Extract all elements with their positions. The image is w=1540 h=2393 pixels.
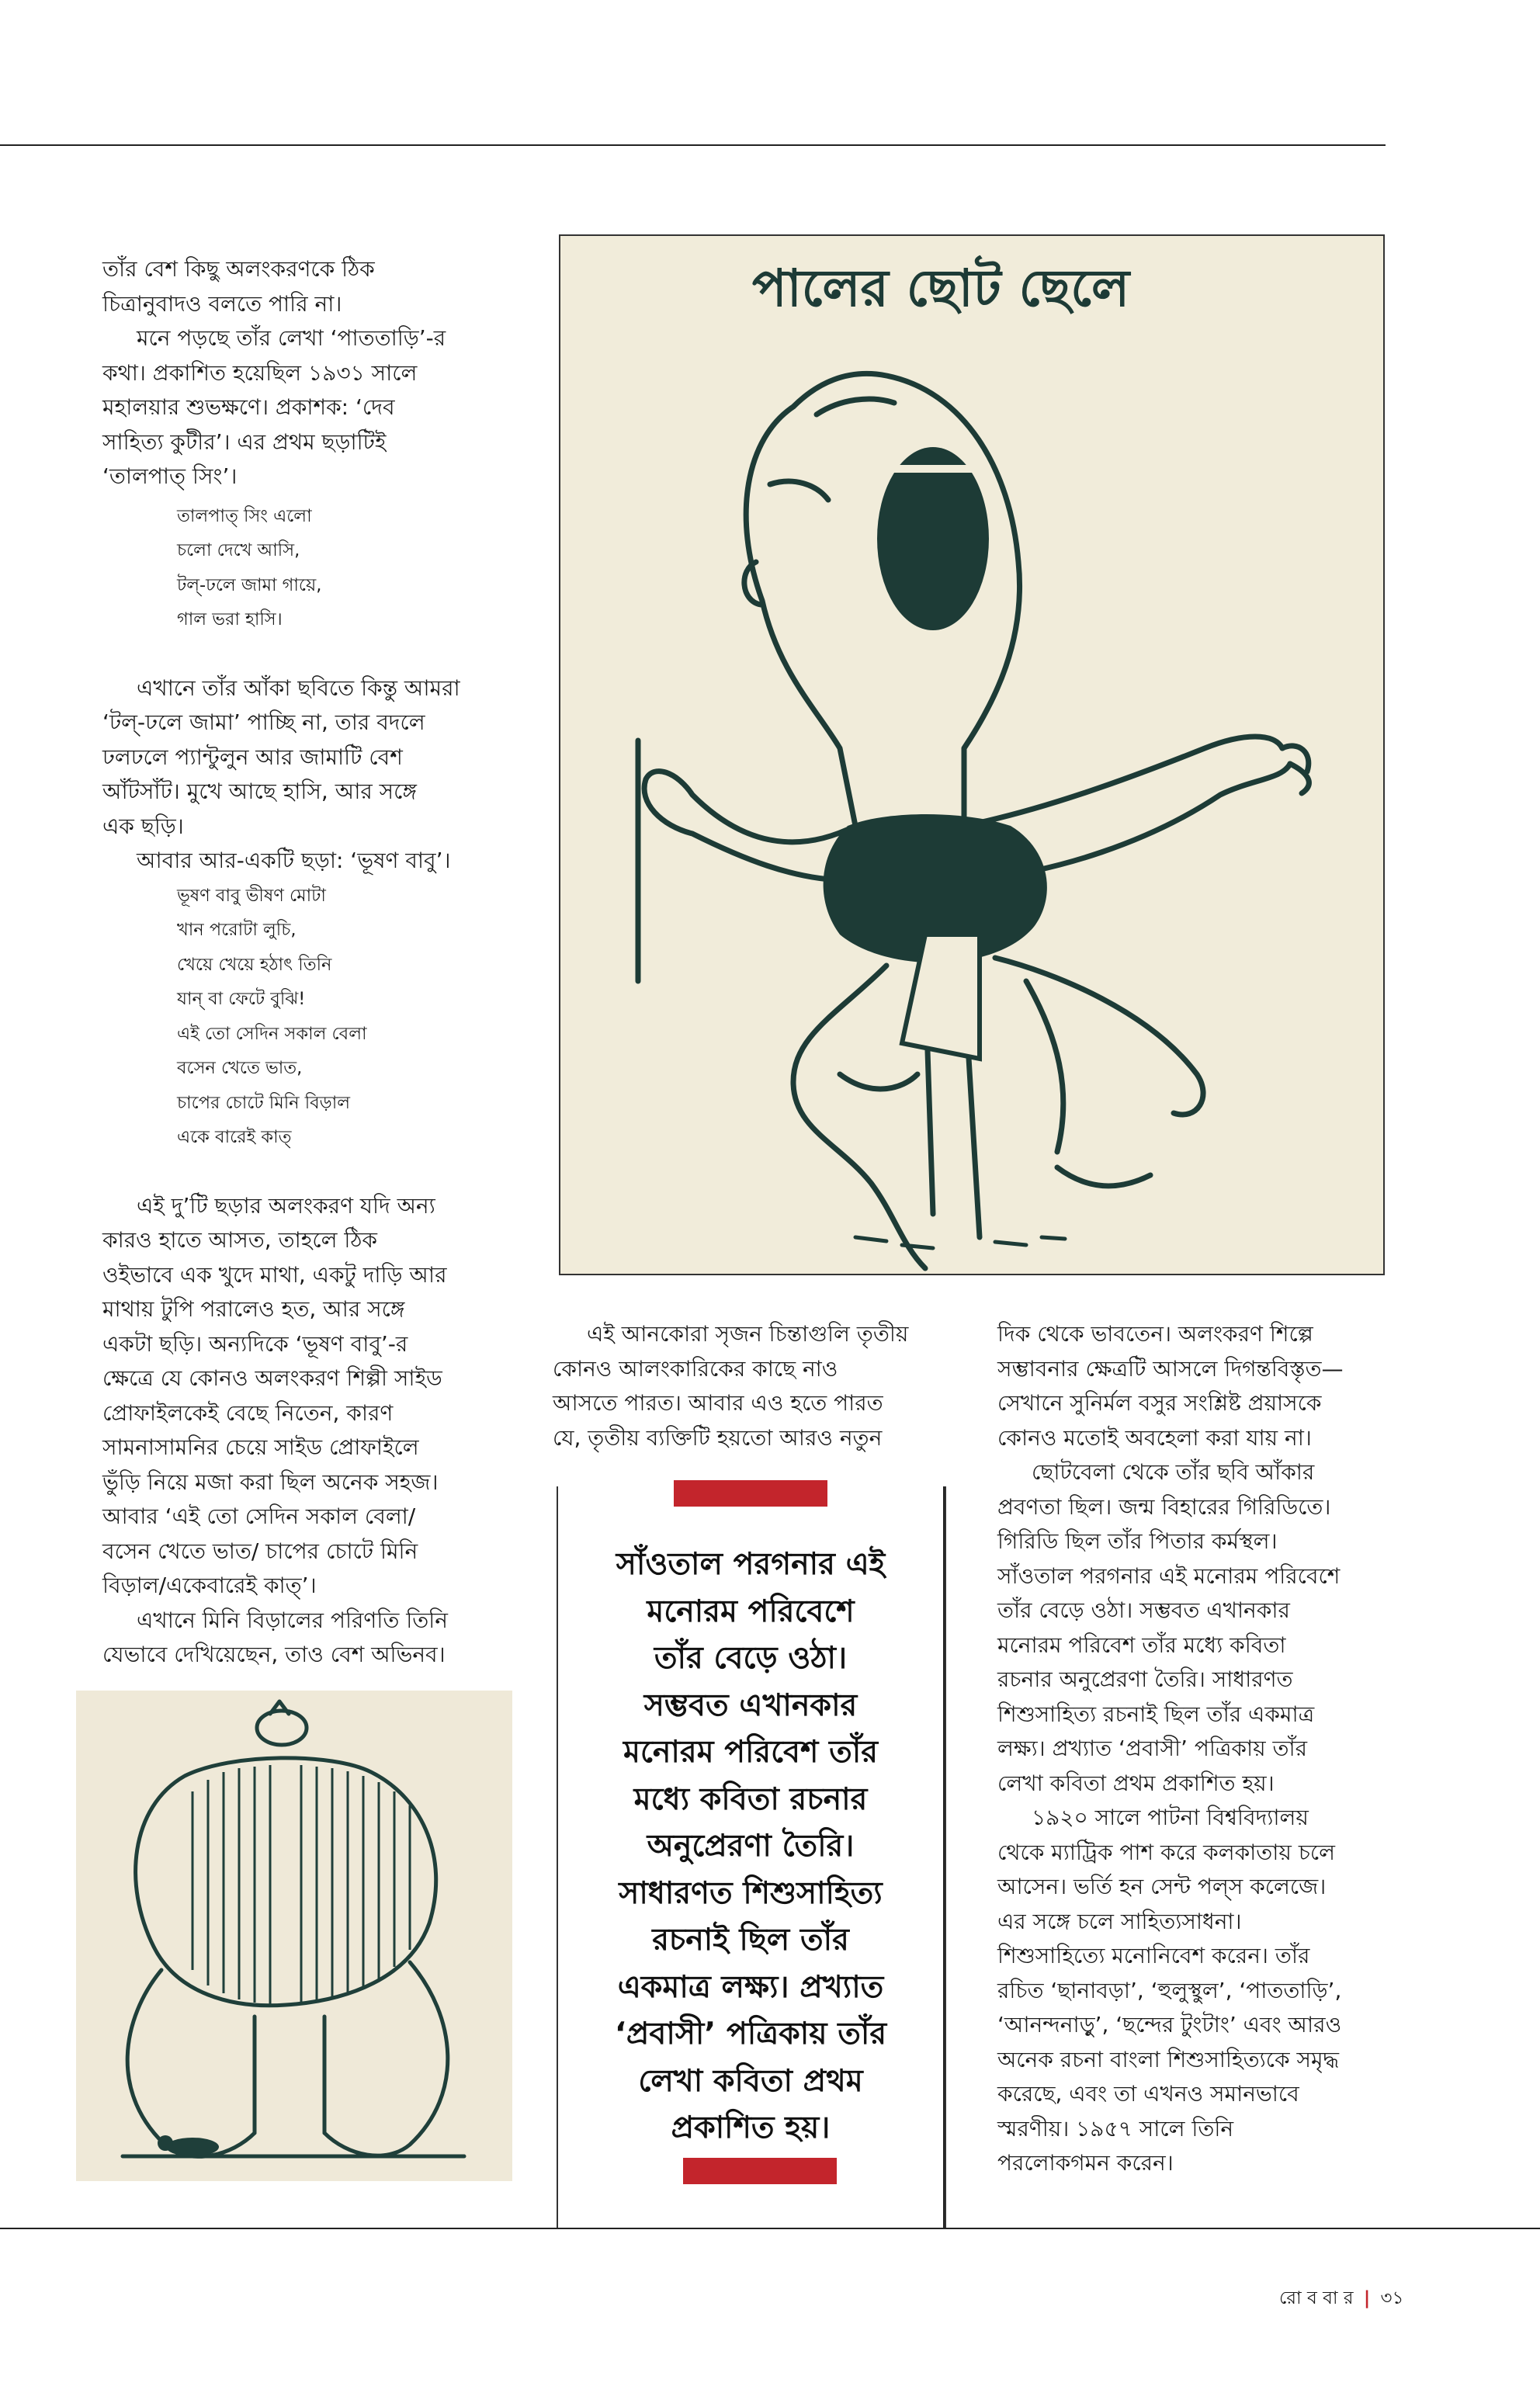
- text-line: গিরিডি ছিল তাঁর পিতার কর্মস্থল।: [997, 1528, 1278, 1554]
- text-line: ক্ষেত্রে যে কোনও অলংকরণ শিল্পী সাইড: [102, 1365, 442, 1391]
- text-line: সাঁওতাল পরগনার এই মনোরম পরিবেশে: [997, 1562, 1341, 1589]
- text-line: কারও হাতে আসত, তাহলে ঠিক: [102, 1227, 377, 1253]
- text-line: প্রবণতা ছিল। জন্ম বিহারের গিরিডিতে।: [997, 1493, 1331, 1520]
- text-line: ‘তালপাত্ সিং’।: [102, 463, 238, 489]
- text-line: ‘আনন্দনাড়ু’, ‘ছন্দের টুংটাং’ এবং আরও: [997, 2012, 1342, 2038]
- text-line: সম্ভাবনার ক্ষেত্রটি আসলে দিগন্তবিস্তৃত—: [997, 1355, 1344, 1382]
- verse-bhushan-babu: [177, 879, 514, 1155]
- quote-line: মনোরম পরিবেশ তাঁর: [623, 1734, 878, 1770]
- verse-line: গাল ভরা হাসি।: [177, 609, 283, 629]
- quote-line: প্রকাশিত হয়।: [671, 2110, 831, 2145]
- page-footer: [1279, 2284, 1403, 2314]
- text-line: তাঁর বেড়ে ওঠা। সম্ভবত এখানকার: [997, 1597, 1290, 1623]
- cat-icon: [158, 2135, 219, 2156]
- text-line: দিক থেকে ভাবতেন। অলংকরণ শিল্পে: [997, 1321, 1313, 1347]
- quote-line: সাঁওতাল পরগনার এই: [616, 1546, 886, 1582]
- paragraph-pattatari: [102, 321, 514, 494]
- mouth-icon: [877, 447, 989, 630]
- intro-paragraph: [102, 252, 514, 321]
- text-line: এখানে তাঁর আঁকা ছবিতে কিন্তু আমরা: [137, 675, 460, 701]
- footer-separator: |: [1363, 2288, 1371, 2308]
- right-column: [997, 1317, 1386, 2181]
- text-line: কোনও মতোই অবহেলা করা যায় না।: [997, 1424, 1312, 1451]
- text-line: শিশুসাহিত্য রচনাই ছিল তাঁর একমাত্র: [997, 1701, 1315, 1727]
- text-line: চিত্রানুবাদও বলতে পারি না।: [102, 290, 342, 317]
- paragraph-cat: [102, 1604, 514, 1673]
- text-line: আসতে পারত। আবার এও হতে পারত: [553, 1390, 883, 1416]
- text-line: কথা। প্রকাশিত হয়েছিল ১৯৩১ সালে: [102, 359, 418, 386]
- quote-line: মনোরম পরিবেশে: [647, 1593, 855, 1629]
- text-line: ঢলঢলে প্যান্টুলুন আর জামাটি বেশ: [102, 744, 403, 770]
- verse-line: এই তো সেদিন সকাল বেলা: [177, 1023, 367, 1044]
- quote-line: লেখা কবিতা প্রথম: [638, 2062, 863, 2099]
- middle-column: [553, 1317, 956, 1455]
- text-line: থেকে ম্যাট্রিক পাশ করে কলকাতায় চলে: [997, 1839, 1336, 1865]
- text-line: ‘টল্-ঢলে জামা’ পাচ্ছি না, তার বদলে: [102, 709, 425, 735]
- text-line: আবার ‘এই তো সেদিন সকাল বেলা/: [102, 1503, 416, 1529]
- quote-line: অনুপ্রেরণা তৈরি।: [647, 1828, 855, 1864]
- text-line: বিড়াল/একেবারেই কাত্’।: [102, 1573, 317, 1598]
- verse-line: বসেন খেতে ভাত,: [177, 1058, 303, 1078]
- paragraph-bhushan-intro: [102, 844, 514, 879]
- quote-line: সাধারণত শিশুসাহিত্য: [619, 1875, 883, 1911]
- pull-quote-top-bar: [674, 1480, 827, 1507]
- text-line: এক ছড়ি।: [102, 813, 184, 839]
- verse-line: খান পরোটা লুচি,: [177, 920, 297, 940]
- text-line: সাহিত্য কুটীর’। এর প্রথম ছড়াটিই: [102, 428, 387, 455]
- text-line: সেখানে সুনির্মল বসুর সংশ্লিষ্ট প্রয়াসকে: [997, 1390, 1322, 1416]
- illustration-pal-chhoto-chhele: [559, 234, 1385, 1275]
- text-line: ভুঁড়ি নিয়ে মজা করা ছিল অনেক সহজ।: [102, 1469, 439, 1495]
- right-column-divider: [943, 1486, 945, 2228]
- text-line: মনোরম পরিবেশ তাঁর মধ্যে কবিতা: [997, 1632, 1286, 1658]
- text-line: তাঁর বেশ কিছু অলংকরণকে ঠিক: [102, 256, 375, 282]
- text-line: করেছে, এবং তা এখনও সমানভাবে: [997, 2081, 1299, 2107]
- quote-line: মধ্যে কবিতা রচনার: [633, 1781, 868, 1817]
- text-line: মাথায় টুপি পরালেও হত, আর সঙ্গে: [102, 1296, 405, 1322]
- page-number: ৩১: [1380, 2288, 1404, 2308]
- verse-line: চাপের চোটে মিনি বিড়াল: [177, 1092, 351, 1113]
- text-line: যে, তৃতীয় ব্যক্তিটি হয়তো আরও নতুন: [553, 1424, 883, 1451]
- text-line: মনে পড়ছে তাঁর লেখা ‘পাততাড়ি’-র: [137, 325, 446, 351]
- pull-quote: [564, 1541, 937, 2152]
- paragraph-education: [997, 1801, 1386, 2181]
- text-line: যেভাবে দেখিয়েছেন, তাও বেশ অভিনব।: [102, 1642, 446, 1667]
- text-line: এই আনকোরা সৃজন চিন্তাগুলি তৃতীয়: [587, 1321, 909, 1347]
- text-line: ওইভাবে এক খুদে মাথা, একটু দাড়ি আর: [102, 1261, 447, 1288]
- magazine-name: রো ব বা র: [1279, 2288, 1354, 2308]
- illustration-caption: পালের ছোট ছেলে: [751, 258, 1130, 318]
- text-line: লেখা কবিতা প্রথম প্রকাশিত হয়।: [997, 1770, 1275, 1796]
- paragraph-childhood: [997, 1455, 1386, 1801]
- text-line: আসেন। ভর্তি হন সেন্ট পল্স কলেজে।: [997, 1874, 1327, 1899]
- text-line: ১৯২০ সালে পাটনা বিশ্ববিদ্যালয়: [1032, 1805, 1309, 1830]
- text-line: কোনও আলংকারিকের কাছে নাও: [553, 1355, 838, 1382]
- top-rule: [0, 144, 1386, 146]
- text-line: ছোটবেলা থেকে তাঁর ছবি আঁকার: [1032, 1459, 1315, 1485]
- verse-line: টল্-ঢলে জামা গায়ে,: [177, 574, 322, 595]
- text-line: এর সঙ্গে চলে সাহিত্যসাধনা।: [997, 1908, 1242, 1934]
- text-line: রচনার অনুপ্রেরণা তৈরি। সাধারণত: [997, 1666, 1293, 1692]
- text-line: একটা ছড়ি। অন্যদিকে ‘ভূষণ বাবু’-র: [102, 1330, 408, 1357]
- illustration-bhushan-babu: [76, 1691, 512, 2181]
- text-line: লক্ষ্য। প্রখ্যাত ‘প্রবাসী’ পত্রিকায় তাঁর: [997, 1736, 1308, 1761]
- text-line: মহালয়ার শুভক্ষণে। প্রকাশক: ‘দেব: [102, 394, 395, 420]
- quote-line: একমাত্র লক্ষ্য। প্রখ্যাত: [617, 1968, 884, 2005]
- paragraph-illustration-note: [102, 671, 514, 844]
- text-line: শিশুসাহিত্যে মনোনিবেশ করেন। তাঁর: [997, 1943, 1310, 1968]
- text-line: বসেন খেতে ভাত/ চাপের চোটে মিনি: [102, 1538, 418, 1564]
- text-line: রচিত ‘ছানাবড়া’, ‘হুলুস্থুল’, ‘পাততাড়ি’,: [997, 1977, 1342, 2003]
- paragraph-possibility: [997, 1317, 1386, 1455]
- pull-quote-bottom-bar: [683, 2158, 837, 2184]
- quote-line: সম্ভবত এখানকার: [643, 1687, 858, 1723]
- verse-line: তালপাত্ সিং এলো: [177, 505, 312, 526]
- text-line: সামনাসামনির চেয়ে সাইড প্রোফাইলে: [102, 1434, 419, 1460]
- text-line: আঁটসাঁট। মুখে আছে হাসি, আর সঙ্গে: [102, 779, 417, 804]
- paragraph-comparison: [102, 1189, 514, 1604]
- verse-talpat-singh: [177, 499, 514, 637]
- verse-line: একে বারেই কাত্: [177, 1127, 292, 1147]
- text-line: স্মরণীয়। ১৯৫৭ সালে তিনি: [997, 2115, 1234, 2142]
- bhushan-babu-drawing: [76, 1691, 512, 2181]
- left-column: [102, 252, 514, 1673]
- verse-line: চলো দেখে আসি,: [177, 540, 300, 560]
- verse-line: যান্ বা ফেটে বুঝি!: [177, 989, 306, 1009]
- verse-line: খেয়ে খেয়ে হঠাৎ তিনি: [177, 954, 332, 975]
- text-line: এখানে মিনি বিড়ালের পরিণতি তিনি: [137, 1607, 448, 1633]
- text-line: প্রোফাইলকেই বেছে নিতেন, কারণ: [102, 1399, 394, 1426]
- text-line: আবার আর-একটি ছড়া: ‘ভূষণ বাবু’।: [137, 848, 451, 873]
- verse-line: ভূষণ বাবু ভীষণ মোটা: [177, 885, 326, 906]
- quote-line: তাঁর বেড়ে ওঠা।: [654, 1640, 848, 1676]
- quote-line: ‘প্রবাসী’ পত্রিকায় তাঁর: [614, 2016, 887, 2051]
- text-line: অনেক রচনা বাংলা শিশুসাহিত্যকে সমৃদ্ধ: [997, 2046, 1340, 2072]
- bottom-rule: [0, 2228, 1540, 2229]
- cartoon-drawing: [560, 236, 1383, 1274]
- quote-line: রচনাই ছিল তাঁর: [652, 1922, 849, 1958]
- text-line: পরলোকগমন করেন।: [997, 2150, 1174, 2176]
- text-line: এই দু’টি ছড়ার অলংকরণ যদি অন্য: [137, 1192, 435, 1219]
